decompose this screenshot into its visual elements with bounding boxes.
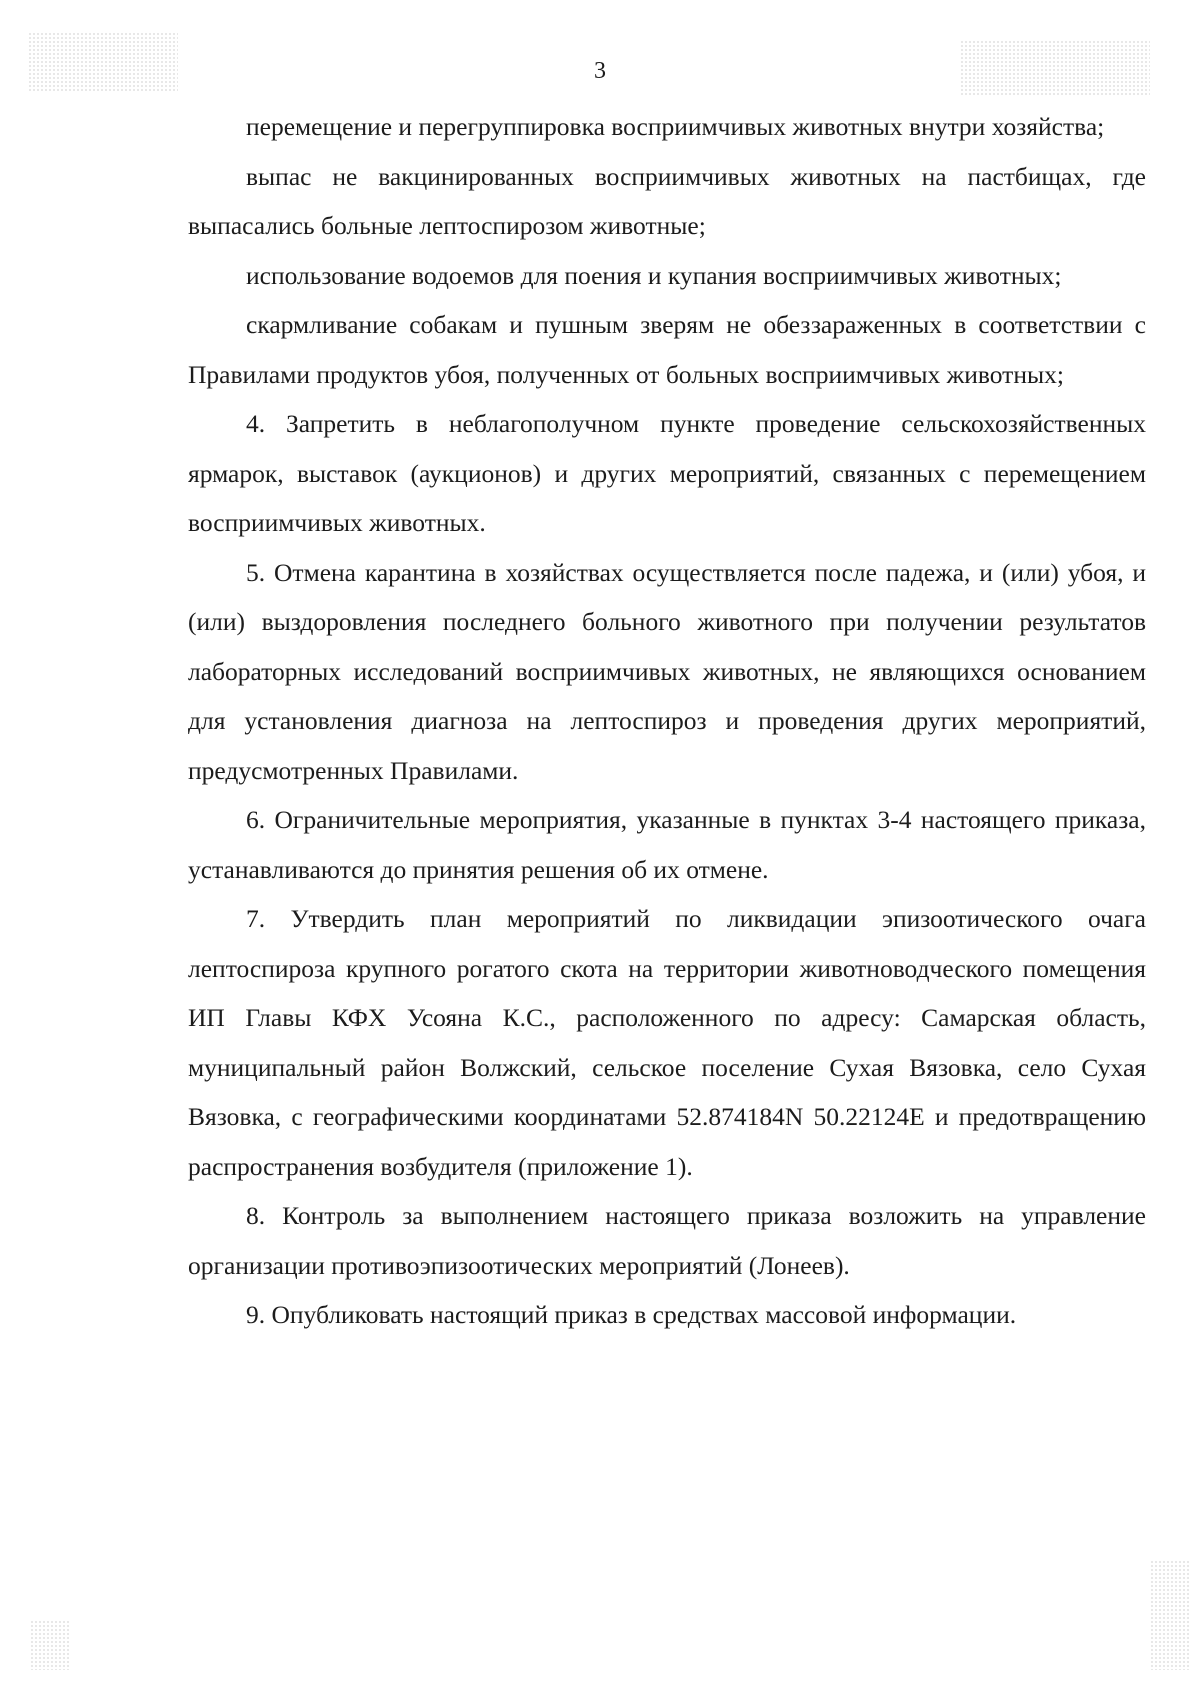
paragraph-movement: перемещение и перегруппировка восприимчивых животных внутри хозяйства; [246, 112, 1105, 141]
paragraph-water-use: использование водоемов для поения и купания восприимчивых животных; [246, 260, 1062, 290]
paragraph-item-8: 8. Контроль за выполнением настоящего приказа возложить на управление организации противоэпизоотических мероприятий (Лонеев). [188, 1201, 1146, 1280]
document-body [188, 102, 1146, 1340]
paragraph-grazing: выпас не вакцинированных восприимчивых животных на пастбищах, где выпасались больные лептоспирозом животные; [188, 161, 1146, 240]
paragraph-item-7: 7. Утвердить план мероприятий по ликвидации эпизоотического очага лептоспироза крупного рогатого скота на территории животноводческого помещения ИП Главы КФХ Усояна К.С., расположенного по адресу: Самарская область, муниципальный район Волжский, сельское поселение Сухая Вязовка, село Сухая Вязовка, с географическими координатами 52.874184N 50.22124E и предотвращению распространения возбудителя (приложение 1). [188, 904, 1146, 1181]
paragraph-item-9: 9. Опубликовать настоящий приказ в средствах массовой информации. [246, 1300, 1017, 1329]
scan-noise [30, 1620, 70, 1670]
page-number: 3 [594, 58, 606, 84]
paragraph-item-6: 6. Ограничительные мероприятия, указанные в пунктах 3-4 настоящего приказа, устанавливаются до принятия решения об их отмене. [188, 805, 1146, 884]
scan-noise [1150, 1560, 1190, 1670]
paragraph-feeding: скармливание собакам и пушным зверям не обеззараженных в соответствии с Правилами продуктов убоя, полученных от больных восприимчивых животных; [188, 310, 1146, 389]
paragraph-item-4: 4. Запретить в неблагополучном пункте проведение сельскохозяйственных ярмарок, выставок (аукционов) и других мероприятий, связанных с перемещением восприимчивых животных. [188, 409, 1146, 537]
paragraph-item-5: 5. Отмена карантина в хозяйствах осуществляется после падежа, и (или) убоя, и (или) выздоровления последнего больного животного при получении результатов лабораторных исследований восприимчивых животных, не являющихся основанием для установления диагноза на лептоспироз и проведения других мероприятий, предусмотренных Правилами. [188, 557, 1146, 785]
